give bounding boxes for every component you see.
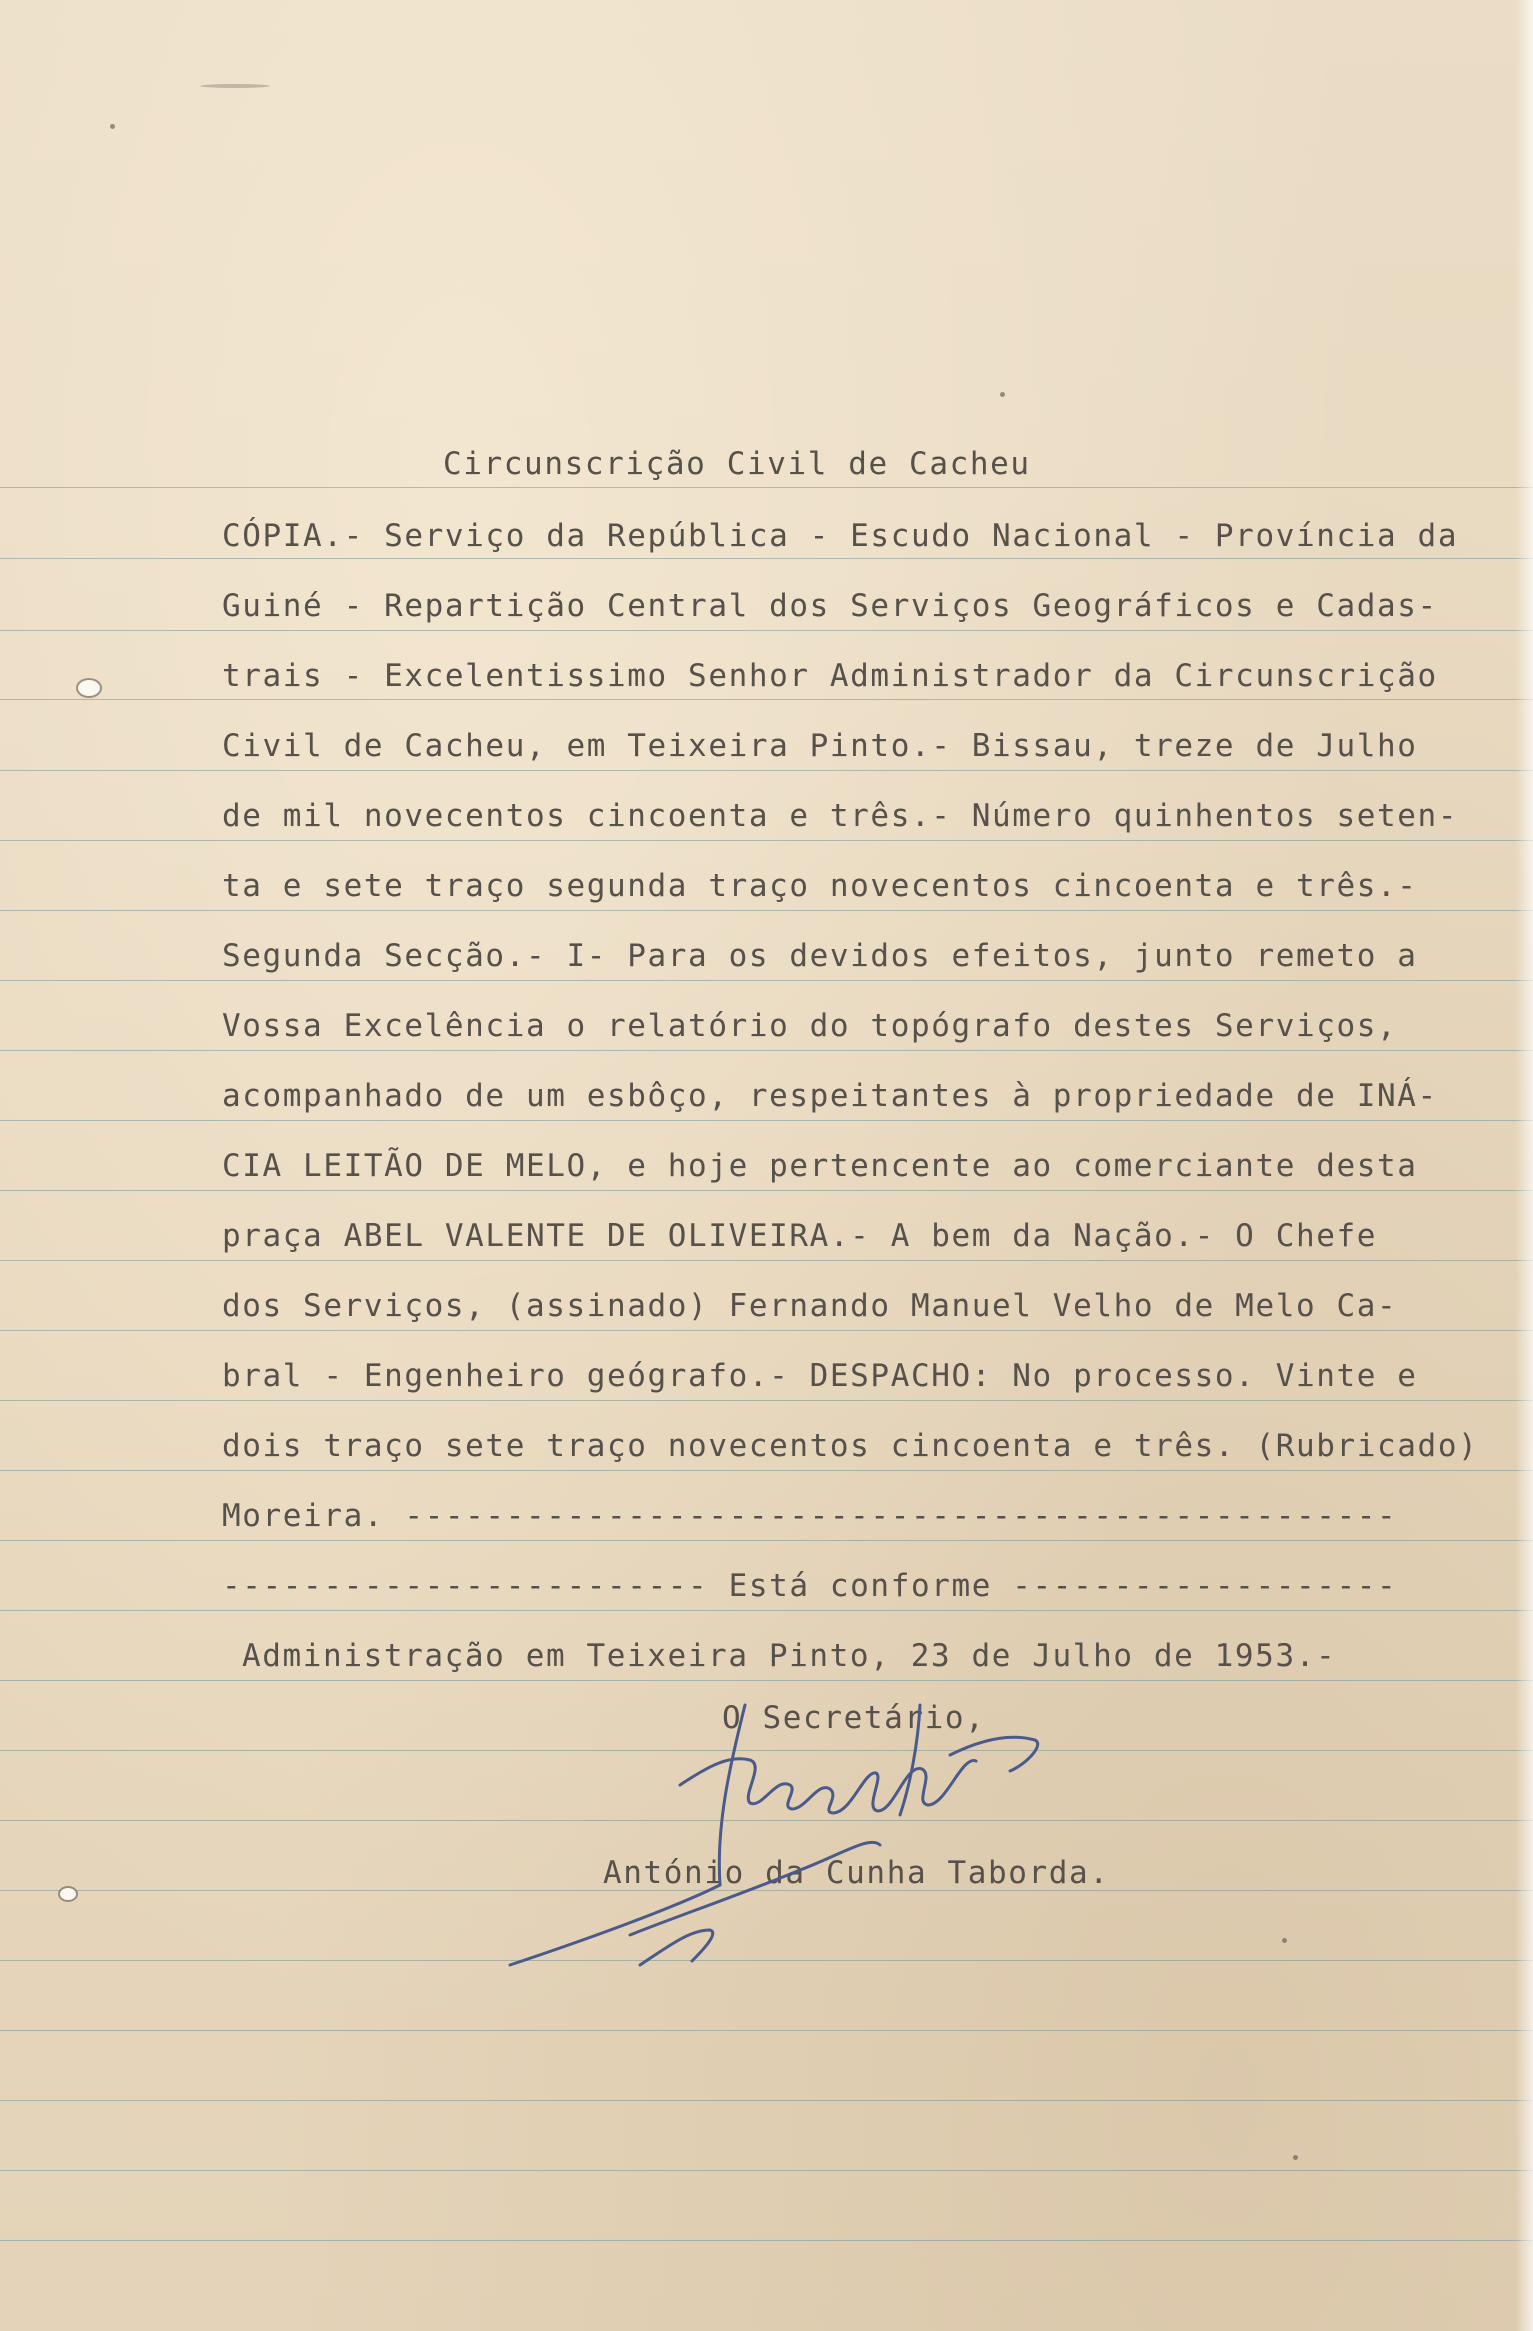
secretary-title: O Secretário, (722, 1700, 986, 1736)
body-line: Moreira. ------------------------------------------------- (222, 1498, 1398, 1534)
ruled-line (0, 980, 1533, 981)
ruled-line (0, 2030, 1533, 2031)
punch-hole (60, 1888, 76, 1900)
body-line: trais - Excelentissimo Senhor Administrador da Circunscrição (222, 658, 1438, 694)
ruled-line (0, 1470, 1533, 1471)
ruled-line (0, 910, 1533, 911)
ruled-line (0, 1260, 1533, 1261)
body-line: Vossa Excelência o relatório do topógrafo destes Serviços, (222, 1008, 1398, 1044)
body-line: praça ABEL VALENTE DE OLIVEIRA.- A bem da Nação.- O Chefe (222, 1218, 1378, 1254)
ruled-line (0, 840, 1533, 841)
body-line: CÓPIA.- Serviço da República - Escudo Nacional - Província da (222, 518, 1459, 554)
ruled-line (0, 2170, 1533, 2171)
body-line: CIA LEITÃO DE MELO, e hoje pertencente ao comerciante desta (222, 1148, 1418, 1184)
ruled-line (0, 1190, 1533, 1191)
document-heading: Circunscrição Civil de Cacheu (443, 446, 1031, 482)
ruled-line (0, 558, 1533, 559)
smudge (200, 84, 270, 88)
punch-hole (78, 680, 100, 696)
body-line: dos Serviços, (assinado) Fernando Manuel Velho de Melo Ca- (222, 1288, 1398, 1324)
speck (110, 124, 115, 129)
speck (1293, 2155, 1298, 2160)
ruled-line (0, 630, 1533, 631)
ruled-line (0, 699, 1533, 700)
speck (1000, 392, 1005, 397)
ruled-line (0, 1330, 1533, 1331)
ruled-line (0, 1400, 1533, 1401)
body-line: Civil de Cacheu, em Teixeira Pinto.- Bissau, treze de Julho (222, 728, 1418, 764)
body-line: ta e sete traço segunda traço novecentos cincoenta e três.- (222, 868, 1418, 904)
ruled-line (0, 2100, 1533, 2101)
ruled-line (0, 1610, 1533, 1611)
ruled-line (0, 1680, 1533, 1681)
conforme-line: ------------------------ Está conforme ------------------- (222, 1568, 1398, 1604)
secretary-name: António da Cunha Taborda. (603, 1855, 1110, 1891)
ruled-line (0, 1540, 1533, 1541)
body-line: Guiné - Repartição Central dos Serviços Geográficos e Cadas- (222, 588, 1438, 624)
handwritten-signature (480, 1685, 1120, 1985)
place-date: Administração em Teixeira Pinto, 23 de Julho de 1953.- (242, 1638, 1337, 1674)
speck (1282, 1938, 1287, 1943)
body-line: bral - Engenheiro geógrafo.- DESPACHO: No processo. Vinte e (222, 1358, 1418, 1394)
ruled-line (0, 1050, 1533, 1051)
ruled-line (0, 487, 1533, 488)
body-line: acompanhado de um esbôço, respeitantes à propriedade de INÁ- (222, 1078, 1438, 1114)
ruled-line (0, 2240, 1533, 2241)
body-line: Segunda Secção.- I- Para os devidos efeitos, junto remeto a (222, 938, 1418, 974)
ruled-line (0, 1120, 1533, 1121)
body-line: dois traço sete traço novecentos cincoenta e três. (Rubricado) (222, 1428, 1479, 1464)
body-line: de mil novecentos cincoenta e três.- Número quinhentos seten- (222, 798, 1459, 834)
ruled-line (0, 770, 1533, 771)
